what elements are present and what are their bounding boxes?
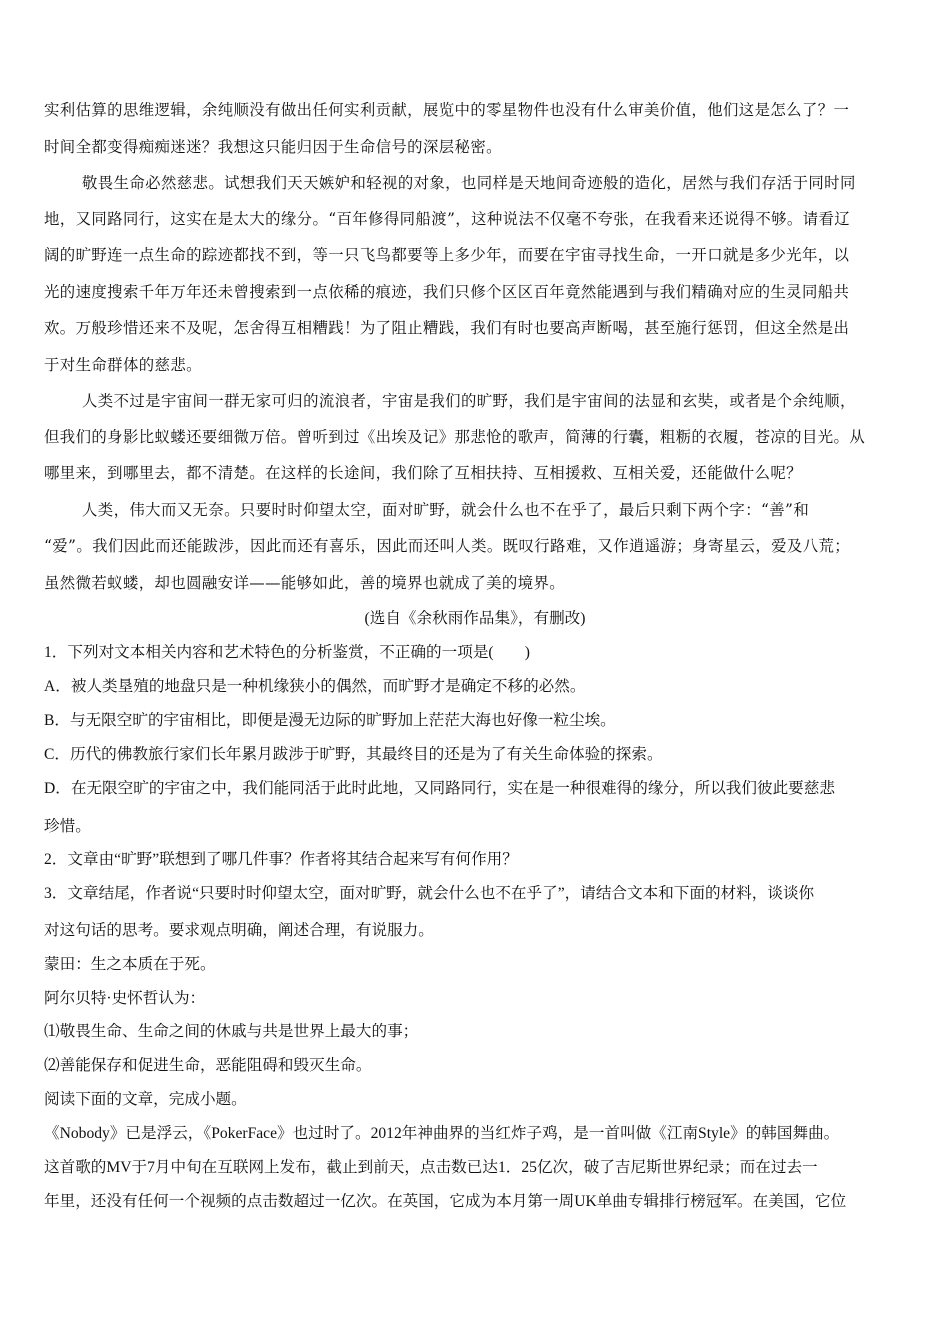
material-line-4: ⑵善能保存和促进生命，恶能阻碍和毁灭生命。: [44, 1057, 372, 1074]
passage-line-9: 人类不过是宇宙间一群无家可归的流浪者，宇宙是我们的旷野，我们是宇宙间的法显和玄奘，或者是个余纯顺，: [82, 392, 856, 410]
question-1-stem: 1．下列对文本相关内容和艺术特色的分析鉴赏，不正确的一项是( ): [44, 644, 530, 661]
passage-source: (选自《余秋雨作品集》，有删改): [364, 610, 586, 627]
passage-line-14: 虽然微若蚁蝼，却也圆融安详——能够如此，善的境界也就成了美的境界。: [44, 574, 566, 592]
question-2: 2．文章由“旷野”联想到了哪几件事？作者将其结合起来写有何作用？: [44, 851, 518, 868]
passage-line-4: 地，又同路同行，这实在是太大的缘分。“百年修得同船渡”，这种说法不仅毫不夸张，在我看来还说得不够。请看辽: [44, 210, 851, 228]
next-section-line-3: 年里，还没有任何一个视频的点击数超过一亿次。在英国，它成为本月第一周UK单曲专辑排行榜冠军。在美国，它位: [44, 1193, 847, 1210]
passage-line-6: 光的速度搜索千年万年还未曾搜索到一点依稀的痕迹，我们只修个区区百年竟然能遇到与我们精确对应的生灵同船共: [44, 283, 850, 301]
material-line-1: 蒙田：生之本质在于死。: [44, 956, 216, 973]
next-section-line-2: 这首歌的MV于7月中旬在互联网上发布，截止到前天，点击数已达1．25亿次，破了吉尼斯世界纪录；而在过去一: [44, 1159, 818, 1176]
question-3-line-2: 对这句话的思考。要求观点明确，阐述合理，有说服力。: [44, 922, 434, 939]
question-3-line-1: 3．文章结尾，作者说“只要时时仰望太空，面对旷野，就会什么也不在乎了”，请结合文本和下面的材料，谈谈你: [44, 885, 815, 902]
question-1-option-d: D．在无限空旷的宇宙之中，我们能同活于此时此地，又同路同行，实在是一种很难得的缘分，所以我们彼此要慈悲: [44, 780, 835, 797]
next-section-line-1: 《Nobody》已是浮云，《PokerFace》也过时了。2012年神曲界的当红炸子鸡，是一首叫做《江南Style》的韩国舞曲。: [44, 1125, 840, 1142]
passage-line-3: 敬畏生命必然慈悲。试想我们天天嫉妒和轻视的对象，也同样是天地间奇迹般的造化，居然与我们存活于同时同: [82, 174, 856, 192]
question-1-option-c: C．历代的佛教旅行家们长年累月跋涉于旷野，其最终目的还是为了有关生命体验的探索。: [44, 746, 663, 763]
question-1-option-a: A．被人类垦殖的地盘只是一种机缘狭小的偶然，而旷野才是确定不移的必然。: [44, 678, 586, 695]
question-1-option-d-cont: 珍惜。: [44, 818, 91, 835]
passage-line-11: 哪里来，到哪里去，都不清楚。在这样的长途间，我们除了互相扶持、互相援救、互相关爱，还能做什么呢？: [44, 464, 802, 482]
material-line-3: ⑴敬畏生命、生命之间的休戚与共是世界上最大的事；: [44, 1023, 419, 1040]
passage-line-10: 但我们的身影比蚁蝼还要细微万倍。曾听到过《出埃及记》那悲怆的歌声，简薄的行囊，粗粝的衣履，苍凉的目光。从: [44, 428, 866, 446]
next-section-instruction: 阅读下面的文章，完成小题。: [44, 1091, 247, 1108]
passage-line-13: “爱”。我们因此而还能跋涉，因此而还有喜乐，因此而还叫人类。既叹行路难，又作逍遥游；身寄星云，爱及八荒；: [44, 537, 851, 555]
passage-line-2: 时间全都变得痴痴迷迷？我想这只能归因于生命信号的深层秘密。: [44, 138, 502, 156]
passage-line-7: 欢。万般珍惜还来不及呢，怎舍得互相糟践！为了阻止糟践，我们有时也要高声断喝，甚至施行惩罚，但这全然是出: [44, 319, 850, 337]
passage-line-1: 实利估算的思维逻辑，余纯顺没有做出任何实利贡献，展览中的零星物件也没有什么审美价值，他们这是怎么了？一: [44, 101, 850, 119]
passage-line-8: 于对生命群体的慈悲。: [44, 356, 202, 374]
passage-line-5: 阔的旷野连一点生命的踪迹都找不到，等一只飞鸟都要等上多少年，而要在宇宙寻找生命，一开口就是多少光年，以: [44, 246, 850, 264]
material-line-2: 阿尔贝特·史怀哲认为：: [44, 990, 206, 1007]
question-1-option-b: B．与无限空旷的宇宙相比，即便是漫无边际的旷野加上茫茫大海也好像一粒尘埃。: [44, 712, 616, 729]
passage-line-12: 人类，伟大而又无奈。只要时时仰望太空，面对旷野，就会什么也不在乎了，最后只剩下两个字：“善”和: [82, 501, 810, 519]
